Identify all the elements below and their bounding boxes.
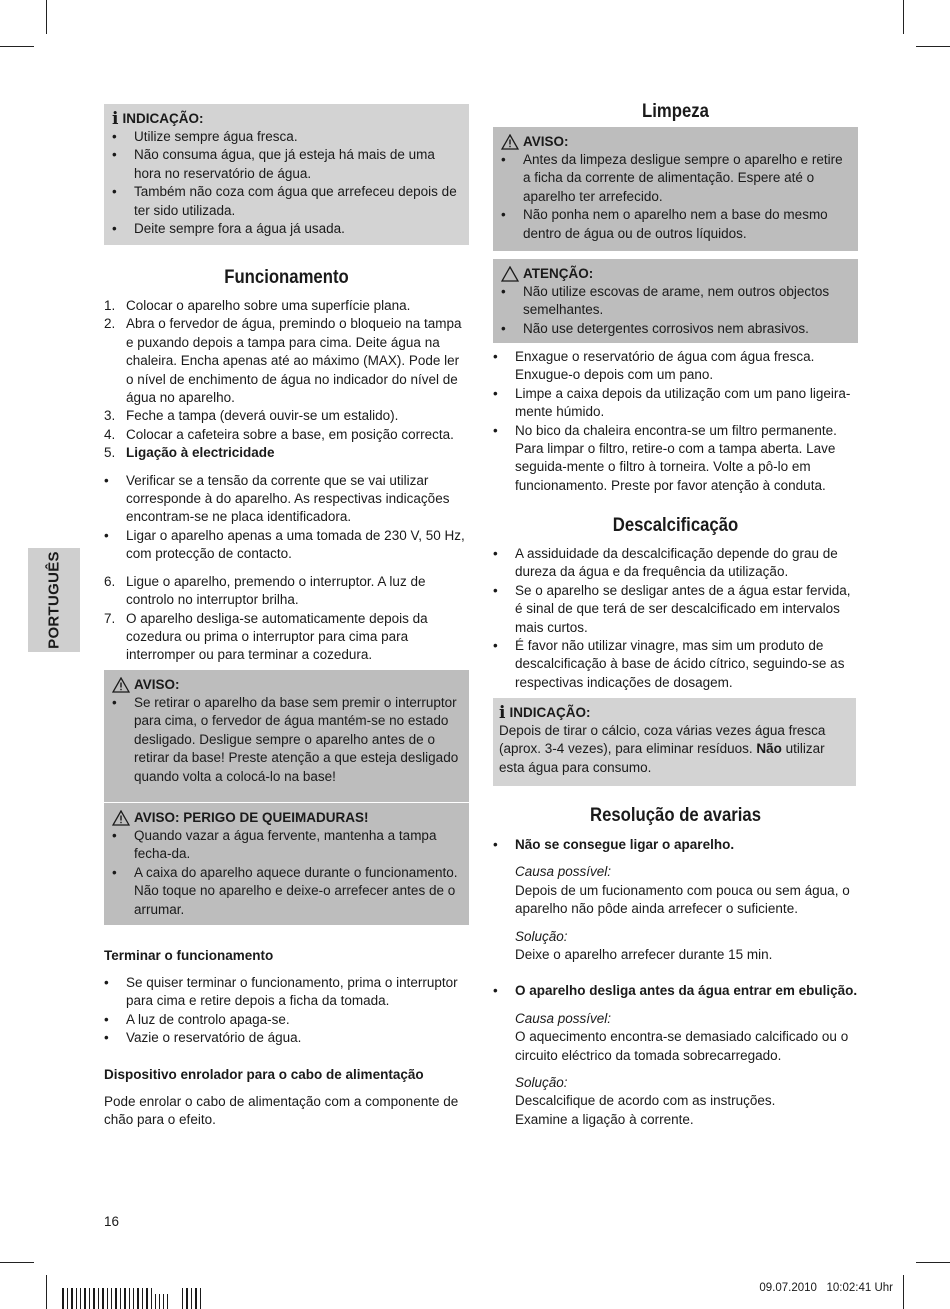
list-item: • Deite sempre fora a água já usada. <box>112 220 461 238</box>
section-heading-enrolador: Dispositivo enrolador para o cabo de alimentação <box>104 1067 424 1082</box>
warning-icon <box>112 810 130 826</box>
section-heading-limpeza: Limpeza <box>642 101 709 122</box>
language-tab-label: PORTUGUÊS <box>45 551 63 649</box>
solution-text: Descalcifique de acordo com as instruções. <box>515 1093 776 1109</box>
problem-item <box>493 836 858 964</box>
crop-mark-top-left-v <box>46 0 47 34</box>
descalcificacao-indicacao-box <box>493 698 856 786</box>
indicacao-text: Depois de tirar o cálcio, coza várias vezes água fresca (aprox. 3-4 vezes), para eliminar resíduos. Não utilizar esta água para consumo. <box>499 723 826 775</box>
indicacao-title: INDICAÇÃO: <box>122 111 204 126</box>
print-date: 09.07.2010 <box>759 1282 817 1294</box>
terminar-list <box>104 974 469 1048</box>
atencao-box <box>493 259 858 343</box>
list-item: • Não ponha nem o aparelho nem a base do mesmo dentro de água ou de outros líquidos. <box>501 206 850 243</box>
section-heading-descalcificacao: Descalcificação <box>612 515 739 536</box>
crop-mark-bottom-left-h <box>0 1262 34 1263</box>
enrolador-text: Pode enrolar o cabo de alimentação com a componente de chão para o efeito. <box>104 1094 459 1128</box>
list-item: • Utilize sempre água fresca. <box>112 128 461 146</box>
list-item: • A assiduidade da descalcificação depende do grau de dureza da água e da frequência da utilização. <box>493 545 858 582</box>
info-icon: i <box>112 109 119 129</box>
crop-mark-top-right-v <box>903 0 904 34</box>
cause-label: Causa possível: <box>515 1010 612 1026</box>
crop-mark-bottom-right-h <box>916 1262 950 1263</box>
indicacao-list <box>112 128 461 238</box>
list-item: • A luz de controlo apaga-se. <box>104 1011 469 1029</box>
barcode-graphic <box>62 1286 212 1309</box>
crop-mark-top-right-h <box>916 46 950 47</box>
descalcificacao-list <box>493 545 858 692</box>
aviso-title: AVISO: <box>134 677 180 692</box>
step-item: 6. Ligue o aparelho, premendo o interruptor. A luz de controlo no interruptor brilha. <box>104 573 426 608</box>
list-item: • Não use detergentes corrosivos nem abrasivos. <box>501 320 850 338</box>
step-item: 1. Colocar o aparelho sobre uma superfície plana. <box>104 298 411 313</box>
cause-text: O aquecimento encontra-se demasiado calcificado ou o circuito eléctrico da tomada sobrecarregado. <box>515 1029 849 1063</box>
electricity-sub-list <box>104 472 469 564</box>
step-item: 3. Feche a tampa (deverá ouvir-se um estalido). <box>104 408 399 424</box>
list-item: • Não consuma água, que já esteja há mais de uma hora no reservatório de água. <box>112 146 461 183</box>
troubleshooting-list <box>493 836 858 1129</box>
burn-warning-box <box>104 803 469 925</box>
list-item: • É favor não utilizar vinagre, mas sim um produto de descalcificação à base de ácido cítrico, seguindo-se as respectivas indicações de dosagem. <box>493 637 858 692</box>
limpeza-list <box>493 348 858 495</box>
list-item: • Ligar o aparelho apenas a uma tomada de 230 V, 50 Hz, com protecção de contacto. <box>104 527 469 564</box>
limpeza-aviso-box <box>493 127 858 251</box>
funcionamento-steps <box>104 297 469 463</box>
step-item: 5. Ligação à electricidade <box>104 445 275 461</box>
list-item: • Verificar se a tensão da corrente que se vai utilizar corresponde à do aparelho. As respectivas indicações encontram-se ne placa identificadora. <box>104 472 469 527</box>
list-item: • Não utilize escovas de arame, nem outros objectos semelhantes. <box>501 283 850 320</box>
aviso-box <box>104 670 469 802</box>
step-item: 2. Abra o fervedor de água, premindo o bloqueio na tampa e puxando depois a tampa para cima. Deite água na chaleira. Encha apenas até ao máximo (MAX). Pode ler o nível de enchimento de água no indicador do nível de água no aparelho. <box>104 316 462 406</box>
atencao-title: ATENÇÃO: <box>523 266 594 281</box>
caution-icon <box>501 266 519 282</box>
step-item: 4. Colocar a cafeteira sobre a base, em posição correcta. <box>104 426 454 442</box>
language-tab <box>28 548 80 652</box>
page-number: 16 <box>104 1214 120 1229</box>
crop-mark-top-left-h <box>0 46 34 47</box>
section-heading-terminar: Terminar o funcionamento <box>104 948 274 963</box>
solution-text: Deixe o aparelho arrefecer durante 15 min. <box>515 947 773 963</box>
step-item: 7. O aparelho desliga-se automaticamente depois da cozedura ou prima o interruptor para cima para interromper ou para terminar a cozedura. <box>104 610 428 663</box>
solution-label: Solução: <box>515 928 568 944</box>
problem-title: Não se consegue ligar o aparelho. <box>515 837 735 852</box>
problem-item <box>493 982 858 1129</box>
warning-icon <box>112 677 130 693</box>
crop-mark-bottom-right-v <box>903 1275 904 1309</box>
indicacao-box <box>104 104 469 245</box>
cause-text: Depois de um fucionamento com pouca ou sem água, o aparelho não pôde ainda arrefecer o suficiente. <box>515 882 850 917</box>
list-item: • No bico da chaleira encontra-se um filtro permanente. Para limpar o filtro, retire-o com a tampa aberta. Lave seguida-mente o filtro à torneira. Volte a pô-lo em funcionamento. Preste por favor atenção à conduta. <box>493 422 858 496</box>
info-icon: i <box>499 703 506 723</box>
list-item: • Quando vazar a água fervente, mantenha a tampa fecha-da. <box>112 827 461 864</box>
solution-text: Examine a ligação à corrente. <box>515 1111 694 1127</box>
list-item: • Antes da limpeza desligue sempre o aparelho e retire a ficha da corrente de alimentação. Espere até o aparelho ter arrefecido. <box>501 151 850 206</box>
cause-label: Causa possível: <box>515 864 612 880</box>
section-heading-resolucao: Resolução de avarias <box>589 805 761 826</box>
burn-warning-title: AVISO: PERIGO DE QUEIMADURAS! <box>134 810 369 825</box>
funcionamento-steps-continued <box>104 573 469 665</box>
list-item: • Se retirar o aparelho da base sem premir o interruptor para cima, o fervedor de água mantém-se no estado desligado. Desligue sempre o aparelho antes de o retirar da base! Preste atenção a que esteja desligado quando volta a colocá-lo na base! <box>112 694 461 786</box>
list-item: • Se quiser terminar o funcionamento, prima o interruptor para cima e retire depois a ficha da tomada. <box>104 974 469 1011</box>
list-item: • Se o aparelho se desligar antes de a água estar fervida, é sinal de que terá de ser descalcificado em intervalos mais curtos. <box>493 582 858 637</box>
indicacao-title: INDICAÇÃO: <box>509 705 591 720</box>
limpeza-aviso-title: AVISO: <box>523 134 569 149</box>
list-item: • Limpe a caixa depois da utilização com um pano ligeira-mente húmido. <box>493 385 858 422</box>
section-heading-funcionamento: Funcionamento <box>224 267 349 288</box>
list-item: • Vazie o reservatório de água. <box>104 1029 469 1047</box>
solution-label: Solução: <box>515 1075 568 1091</box>
print-timestamp <box>759 1282 893 1294</box>
problem-title: O aparelho desliga antes da água entrar em ebulição. <box>515 983 858 999</box>
list-item: • A caixa do aparelho aquece durante o funcionamento. Não toque no aparelho e deixe-o arrefecer antes de o arrumar. <box>112 864 461 919</box>
list-item: • Enxague o reservatório de água com água fresca. Enxugue-o depois com um pano. <box>493 348 858 385</box>
list-item: • Também não coza com água que arrefeceu depois de ter sido utilizada. <box>112 183 461 220</box>
print-time: 10:02:41 Uhr <box>826 1282 893 1294</box>
crop-mark-bottom-left-v <box>46 1275 47 1309</box>
warning-icon <box>501 134 519 150</box>
